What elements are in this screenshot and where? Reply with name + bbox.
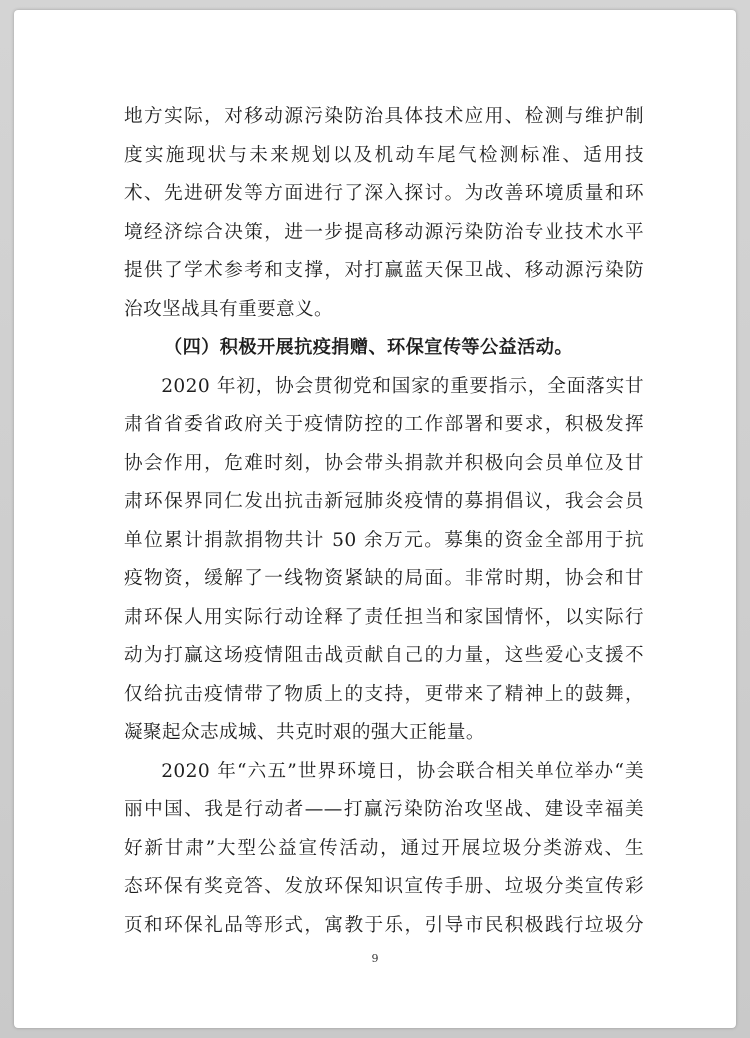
text-line: 态环保有奖竞答、发放环保知识宣传手册、垃圾分类宣传彩	[124, 876, 644, 897]
paragraph-1	[124, 98, 644, 329]
text-line: 2020 年“六五”世界环境日，协会联合相关单位举办“美	[161, 760, 644, 782]
section-heading: （四）积极开展抗疫捐赠、环保宣传等公益活动。	[164, 337, 573, 358]
text-line: 页和环保礼品等形式，寓教于乐，引导市民积极践行垃圾分	[124, 914, 644, 936]
text-line: 度实施现状与未来规划以及机动车尾气检测标准、适用技	[124, 144, 644, 166]
text-line: 治攻坚战具有重要意义。	[124, 298, 333, 320]
text-line: 提供了学术参考和支撑，对打赢蓝天保卫战、移动源污染防	[124, 260, 644, 281]
text-line: 疫物资，缓解了一线物资紧缺的局面。非常时期，协会和甘	[124, 568, 644, 589]
text-line: 术、先进研发等方面进行了深入探讨。为改善环境质量和环	[124, 183, 644, 204]
text-line: 2020 年初，协会贯彻党和国家的重要指示，全面落实甘	[161, 375, 644, 397]
text-line: 地方实际，对移动源污染防治具体技术应用、检测与维护制	[124, 106, 644, 127]
text-line: 肃环保界同仁发出抗击新冠肺炎疫情的募捐倡议，我会会员	[124, 491, 644, 512]
text-line: 肃省省委省政府关于疫情防控的工作部署和要求，积极发挥	[124, 414, 644, 435]
page-body	[124, 98, 644, 945]
text-line: 肃环保人用实际行动诠释了责任担当和家国情怀，以实际行	[124, 606, 644, 628]
paragraph-2	[124, 368, 644, 753]
text-line: 仅给抗击疫情带了物质上的支持，更带来了精神上的鼓舞，	[124, 683, 644, 705]
page-number: 9	[371, 952, 379, 965]
text-line: 好新甘肃”大型公益宣传活动，通过开展垃圾分类游戏、生	[124, 837, 644, 859]
text-line: 协会作用，危难时刻，协会带头捐款并积极向会员单位及甘	[124, 452, 644, 474]
document-page	[14, 10, 736, 1028]
text-line: 境经济综合决策，进一步提高移动源污染防治专业技术水平	[124, 221, 644, 243]
paragraph-3	[124, 753, 644, 946]
text-line: 丽中国、我是行动者——打赢污染防治攻坚战、建设幸福美	[124, 799, 644, 820]
text-line: 单位累计捐款捐物共计 50 余万元。募集的资金全部用于抗	[124, 529, 644, 551]
text-line: 凝聚起众志成城、共克时艰的强大正能量。	[124, 722, 485, 743]
text-line: 动为打赢这场疫情阻击战贡献自己的力量，这些爱心支援不	[124, 645, 644, 666]
